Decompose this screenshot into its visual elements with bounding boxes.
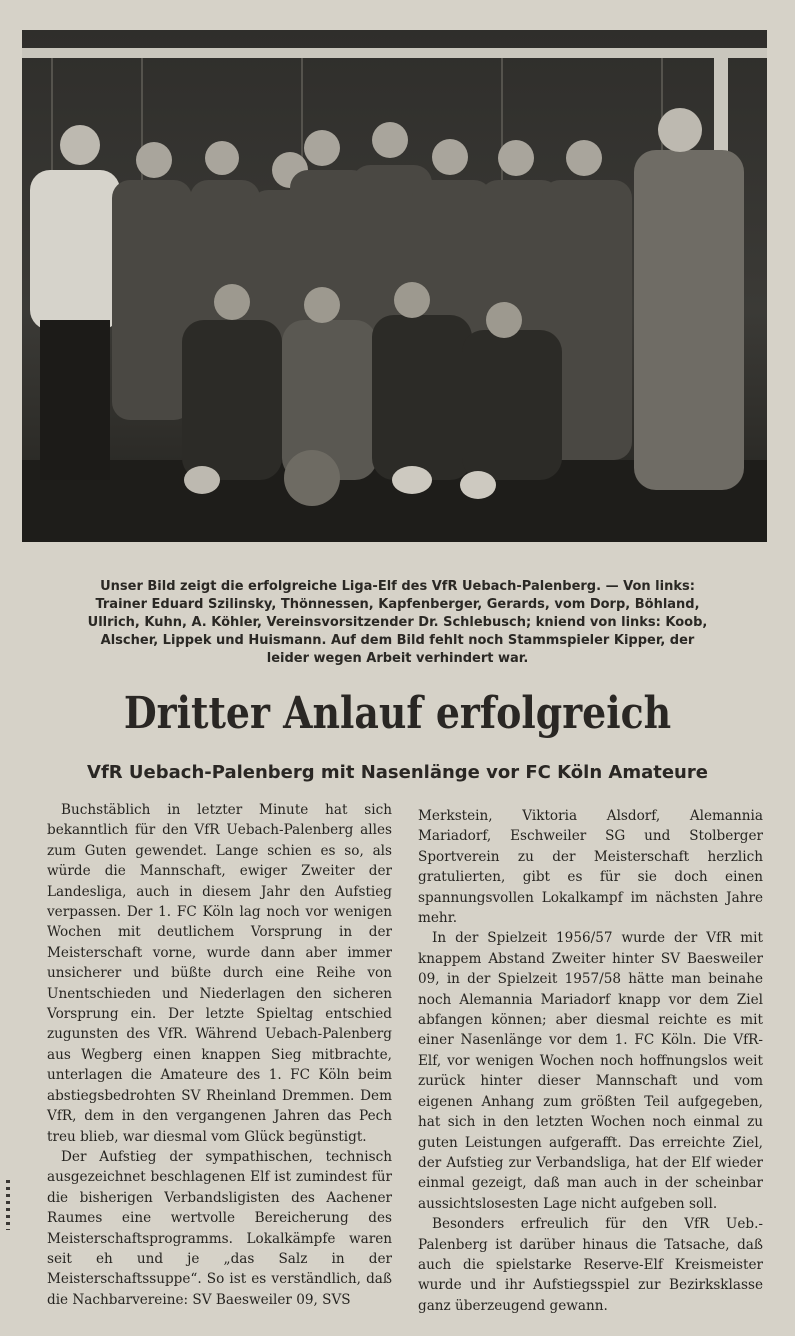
article-column-left <box>47 800 392 1310</box>
caption-line: Unser Bild zeigt die erfolgreiche Liga-Elf des VfR Uebach-Palenberg. — Von links: <box>100 579 695 594</box>
article-headline: Dritter Anlauf erfolgreich <box>123 688 672 739</box>
margin-mark <box>6 1180 10 1230</box>
paragraph: Der Aufstieg der sympathischen, technisch ausgezeichnet beschlagenen Elf ist zumindest für die bisherigen Verbandsligisten des Aachener Raumes eine wertvolle Bereicherung des Meisterschaftsprogramms. Lokalkämpfe waren seit eh und je „das Salz in der Meisterschaftssuppe“. So ist es verständlich, daß die Nachbarvereine: SV Baesweiler 09, SVS <box>47 1148 392 1308</box>
caption-line: leider wegen Arbeit verhindert war. <box>266 651 529 666</box>
article-subhead: VfR Uebach-Palenberg mit Nasenlänge vor FC Köln Amateure <box>87 762 708 783</box>
caption-line: Ullrich, Kuhn, A. Köhler, Vereinsvorsitzender Dr. Schlebusch; kniend von links: Koob, <box>87 615 708 630</box>
article-column-right <box>418 806 763 1316</box>
paragraph: Merkstein, Viktoria Alsdorf, Alemannia Mariadorf, Eschweiler SG und Stolberger Sportverein zu der Meisterschaft herzlich gratulierten, gibt es für sie doch einen spannungsvollen Lokalkampf im nächsten Jahre mehr. <box>418 808 763 927</box>
team-photo <box>22 30 767 542</box>
paragraph: Besonders erfreulich für den VfR Ueb.-Palenberg ist darüber hinaus die Tatsache, daß auch die spielstarke Reserve-Elf Kreismeister wurde und ihr Aufstiegsspiel zur Bezirksklasse ganz überzeugend gewann. <box>418 1216 763 1314</box>
caption-line: Alscher, Lippek und Huismann. Auf dem Bild fehlt noch Stammspieler Kipper, der <box>100 633 695 648</box>
photo-caption <box>40 578 755 668</box>
caption-line: Trainer Eduard Szilinsky, Thönnessen, Kapfenberger, Gerards, vom Dorp, Böhland, <box>95 597 700 612</box>
paragraph: Buchstäblich in letzter Minute hat sich bekanntlich für den VfR Uebach-Palenberg alles zum Guten gewendet. Lange schien es so, als würde die Mannschaft, ewiger Zweiter der Landesliga, auch in diesem Jahr den Aufstieg verpassen. Der 1. FC Köln lag noch vor wenigen Wochen mit deutlichem Vorsprung in der Meisterschaft vorne, wurde dann aber immer unsicherer und büßte durch eine Reihe von Unentschieden und Niederlagen den sicheren Vorsprung ein. Der letzte Spieltag entschied zugunsten des VfR. Während Uebach-Palenberg aus Wegberg einen knappen Sieg mitbrachte, unterlagen die Amateure des 1. FC Köln beim abstiegsbedrohten SV Rheinland Dremmen. Dem VfR, dem in den vergangenen Jahren das Pech treu blieb, war diesmal vom Glück begünstigt. <box>47 802 392 1145</box>
team-photo-icon <box>22 30 767 542</box>
paragraph: In der Spielzeit 1956/57 wurde der VfR mit knappem Abstand Zweiter hinter SV Baesweiler 09, in der Spielzeit 1957/58 hätte man beinahe noch Alemannia Mariadorf knapp vor dem Ziel abfangen können; aber diesmal reichte es mit einer Nasenlänge vor dem 1. FC Köln. Die VfR-Elf, vor wenigen Wochen noch hoffnungslos weit zurück hinter dieser Mannschaft und vom eigenen Anhang zum größten Teil aufgegeben, hat sich in den letzten Wochen noch einmal zu guten Leistungen aufgerafft. Das erreichte Ziel, der Aufstieg zur Verbandsliga, hat der Elf wieder einmal gezeigt, daß man auch in der scheinbar aussichtslosesten Lage nicht aufgeben soll. <box>418 930 763 1212</box>
